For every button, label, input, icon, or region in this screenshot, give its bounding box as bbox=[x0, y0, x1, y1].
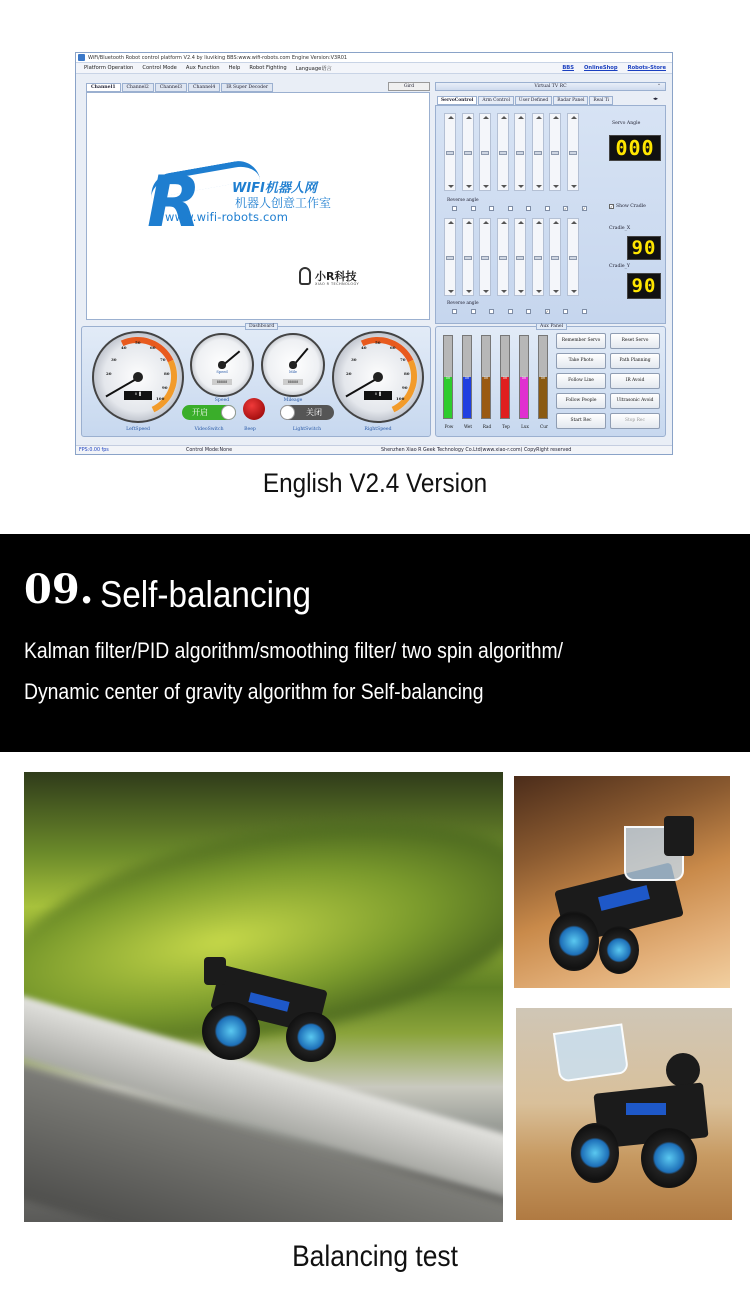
slider-thumb[interactable] bbox=[464, 151, 472, 155]
light-switch-toggle[interactable] bbox=[280, 405, 334, 420]
section-heading: Self-balancing bbox=[100, 574, 312, 615]
arrow-up-icon[interactable] bbox=[553, 221, 559, 224]
video-switch-toggle[interactable] bbox=[182, 405, 236, 420]
brand-xiaor-sub: XIAO R TECHNOLOGY bbox=[315, 282, 360, 286]
slider-thumb[interactable] bbox=[516, 151, 524, 155]
tab-ir-super-decoder[interactable]: IR Super Decoder bbox=[221, 83, 273, 92]
arrow-up-icon[interactable] bbox=[483, 116, 489, 119]
menu-control-mode[interactable]: Control Mode bbox=[142, 65, 177, 71]
reverse-checkboxes-bottom bbox=[452, 309, 600, 314]
tab-channel1[interactable]: Channel1 bbox=[86, 83, 121, 92]
robot-wheel bbox=[641, 1128, 697, 1188]
level-bar-tep bbox=[500, 335, 510, 429]
arrow-up-icon[interactable] bbox=[571, 116, 577, 119]
servo-angle-label: Servo Angle bbox=[612, 121, 641, 126]
toggle-knob bbox=[221, 405, 236, 420]
reverse-checkbox[interactable] bbox=[563, 309, 568, 314]
arrow-up-icon[interactable] bbox=[553, 116, 559, 119]
slider-thumb[interactable] bbox=[464, 256, 472, 260]
arrow-up-icon[interactable] bbox=[518, 221, 524, 224]
reverse-checkbox[interactable] bbox=[452, 309, 457, 314]
robot-board bbox=[626, 1103, 666, 1115]
robot-figure bbox=[546, 1028, 726, 1208]
slider-thumb[interactable] bbox=[569, 151, 577, 155]
brand-xiaor: 小R科技 bbox=[315, 270, 357, 283]
sensor-level-bars bbox=[443, 335, 557, 429]
arrow-down-icon[interactable] bbox=[571, 185, 577, 188]
slider-thumb[interactable] bbox=[534, 151, 542, 155]
arrow-down-icon[interactable] bbox=[501, 290, 507, 293]
gauge-tick-label: 100 bbox=[396, 396, 405, 401]
reverse-checkbox[interactable] bbox=[508, 309, 513, 314]
gauge-tick-label: 70 bbox=[400, 357, 406, 362]
level-bar-fill bbox=[444, 377, 452, 418]
level-bar-label: Pow bbox=[444, 424, 454, 429]
level-bar-label: Rad bbox=[482, 424, 492, 429]
tab-channel2[interactable]: Channel2 bbox=[122, 83, 154, 92]
tab-user-defined[interactable]: User Defined bbox=[515, 96, 552, 105]
tab-radar-panel[interactable]: Radar Panel bbox=[553, 96, 588, 105]
reset-servo-button[interactable]: Reset Servo bbox=[610, 333, 660, 349]
level-bar-value: 50 bbox=[464, 376, 470, 380]
speed-odometer: 00000 bbox=[212, 379, 231, 385]
servo-slider[interactable] bbox=[532, 113, 544, 191]
arrow-down-icon[interactable] bbox=[466, 185, 472, 188]
menu-bar bbox=[76, 63, 672, 74]
level-bar-label: Cur bbox=[540, 424, 548, 429]
path-planning-button[interactable]: Path Planning bbox=[610, 353, 660, 369]
arrow-up-icon[interactable] bbox=[536, 116, 542, 119]
arrow-up-icon[interactable] bbox=[466, 116, 472, 119]
arrow-down-icon[interactable] bbox=[448, 185, 454, 188]
menu-robot-fighting[interactable]: Robot Fighting bbox=[249, 65, 287, 71]
gauge-tick-label: 90 bbox=[162, 385, 168, 390]
light-switch-state: 关闭 bbox=[306, 408, 322, 417]
servo-slider[interactable] bbox=[549, 113, 561, 191]
slider-thumb[interactable] bbox=[551, 151, 559, 155]
slider-thumb[interactable] bbox=[446, 151, 454, 155]
logo-r-mark: R bbox=[147, 161, 197, 243]
version-caption: English V2.4 Version bbox=[262, 468, 488, 498]
follow-line-button[interactable]: Follow Line bbox=[556, 373, 606, 389]
servo-slider[interactable] bbox=[532, 218, 544, 296]
reverse-checkbox[interactable] bbox=[582, 309, 587, 314]
section-description-line1: Kalman filter/PID algorithm/smoothing filter/ two spin algorithm/ bbox=[24, 638, 564, 663]
balancing-robot-photo-cup bbox=[514, 776, 730, 988]
virtual-tv-rc-header[interactable] bbox=[435, 82, 666, 91]
slider-thumb[interactable] bbox=[481, 151, 489, 155]
level-bar-fill bbox=[539, 377, 547, 418]
logo-url: www.wifi-robots.com bbox=[165, 210, 289, 224]
show-cradle-checkbox[interactable] bbox=[609, 204, 646, 209]
slider-thumb[interactable] bbox=[516, 256, 524, 260]
gauge-hub bbox=[289, 361, 296, 368]
gauge-odometer: 0 ▓ bbox=[364, 391, 392, 400]
servo-angle-display: 000 bbox=[609, 135, 661, 161]
take-photo-button[interactable]: Take Photo bbox=[556, 353, 606, 369]
slider-thumb[interactable] bbox=[481, 256, 489, 260]
gauge-tick-label: 30 bbox=[111, 357, 117, 362]
gauge-tick-label: 40 bbox=[121, 345, 127, 350]
right-speed-gauge bbox=[332, 331, 424, 423]
gird-button[interactable]: Gird bbox=[388, 82, 430, 91]
aux-panel-title: Aux Panel bbox=[536, 323, 567, 330]
reverse-checkbox[interactable] bbox=[489, 206, 494, 211]
reverse-angle-label: Reverse angle bbox=[447, 198, 479, 203]
reverse-checkbox[interactable]: ✓ bbox=[545, 309, 549, 314]
arrow-up-icon[interactable] bbox=[466, 221, 472, 224]
follow-people-button[interactable]: Follow People bbox=[556, 393, 606, 409]
chevron-double-up-icon[interactable]: ⌃ bbox=[657, 84, 661, 89]
servo-sliders-bottom bbox=[444, 218, 584, 296]
toggle-knob bbox=[280, 405, 295, 420]
show-cradle-label: Show Cradle bbox=[616, 204, 646, 209]
section-number: 09. bbox=[24, 566, 94, 613]
left-speed-label: LeftSpeed bbox=[126, 427, 150, 432]
menu-language[interactable]: Language语言 bbox=[295, 65, 332, 72]
level-bar-rad bbox=[481, 335, 492, 429]
fps-status: FPS:0.00 fps bbox=[79, 447, 109, 453]
robot-figure bbox=[544, 816, 724, 976]
left-speed-gauge bbox=[92, 331, 184, 423]
servo-slider[interactable] bbox=[514, 218, 526, 296]
cradle-y-label: Cradle_Y bbox=[609, 264, 630, 269]
gauge-tick-label: 60 bbox=[390, 345, 396, 350]
app-icon bbox=[78, 54, 85, 61]
arrow-down-icon[interactable] bbox=[536, 185, 542, 188]
arrow-up-icon[interactable] bbox=[501, 221, 507, 224]
control-mode-status: Control Mode:None bbox=[186, 447, 233, 453]
robot-wheel bbox=[286, 1012, 336, 1062]
slider-thumb[interactable] bbox=[499, 256, 507, 260]
reverse-checkbox[interactable] bbox=[545, 206, 550, 211]
mileage-gauge bbox=[261, 333, 325, 397]
menu-aux-function[interactable]: Aux Function bbox=[185, 65, 220, 71]
logo-subtitle: 机器人创意工作室 bbox=[235, 196, 332, 210]
arrow-up-icon[interactable] bbox=[448, 116, 454, 119]
cradle-y-display: 90 bbox=[627, 273, 661, 299]
aux-panel bbox=[435, 326, 666, 437]
copyright-status: Shenzhen Xiao R Geek Technology Co.Ltd(www.xiao-r.com) CopyRight reserved bbox=[381, 447, 572, 453]
servo-slider[interactable] bbox=[462, 218, 474, 296]
gauge-tick-label: 100 bbox=[156, 396, 165, 401]
balancing-robot-photo-outdoor bbox=[24, 772, 503, 1222]
video-tabs bbox=[86, 83, 274, 92]
servo-slider[interactable] bbox=[444, 218, 456, 296]
video-switch-label: VideoSwitch bbox=[194, 427, 224, 432]
right-tabs bbox=[437, 96, 614, 105]
water-cup bbox=[553, 1023, 629, 1082]
reverse-checkboxes-top bbox=[452, 206, 600, 211]
reverse-checkbox[interactable]: ✓ bbox=[564, 206, 568, 211]
tab-servo-control[interactable]: ServoControl bbox=[437, 96, 477, 105]
arrow-down-icon[interactable] bbox=[448, 290, 454, 293]
tab-scroll-arrows-icon[interactable]: ◂▸ bbox=[653, 96, 659, 102]
level-bar-value: 50 bbox=[445, 376, 451, 380]
servo-slider[interactable] bbox=[567, 113, 579, 191]
ultrasonic-avoid-button[interactable]: Ultrasonic Avoid bbox=[610, 393, 660, 409]
virtual-tv-rc-label: Virtual TV RC bbox=[534, 84, 567, 89]
cradle-x-label: Cradle_X bbox=[609, 226, 631, 231]
slider-thumb[interactable] bbox=[551, 256, 559, 260]
robot-camera bbox=[664, 816, 694, 856]
robot-control-window bbox=[75, 52, 673, 455]
slider-thumb[interactable] bbox=[446, 256, 454, 260]
section-description-line2: Dynamic center of gravity algorithm for Self-balancing bbox=[24, 679, 484, 704]
mileage-label: Mileage bbox=[283, 398, 303, 403]
beep-label: Beep bbox=[244, 427, 256, 432]
remember-servo-button[interactable]: Remember Servo bbox=[556, 333, 606, 349]
level-bar-value: 50 bbox=[521, 376, 527, 380]
tab-real-ti[interactable]: Real Ti bbox=[589, 96, 613, 105]
level-bar-label: Wet bbox=[463, 424, 473, 429]
servo-sliders-top bbox=[444, 113, 584, 191]
menu-platform-operation[interactable]: Platform Operation bbox=[84, 65, 134, 71]
arrow-down-icon[interactable] bbox=[518, 185, 524, 188]
speed-gauge bbox=[190, 333, 254, 397]
reverse-checkbox[interactable] bbox=[452, 206, 457, 211]
logo-title: WIFI机器人网 bbox=[232, 181, 317, 196]
level-bar-fill bbox=[520, 377, 528, 418]
tab-channel3[interactable]: Channel3 bbox=[155, 83, 187, 92]
servo-slider[interactable] bbox=[479, 113, 491, 191]
arrow-down-icon[interactable] bbox=[483, 185, 489, 188]
checkbox-checked-icon[interactable]: ✓ bbox=[610, 204, 614, 209]
level-bar-value: 50 bbox=[502, 376, 508, 380]
arrow-down-icon[interactable] bbox=[501, 185, 507, 188]
level-bar-label: Tep bbox=[502, 424, 510, 429]
robot-figure bbox=[194, 957, 344, 1067]
robot-wheel bbox=[599, 926, 639, 974]
robot-icon bbox=[299, 267, 311, 285]
slider-thumb[interactable] bbox=[499, 151, 507, 155]
arrow-down-icon[interactable] bbox=[466, 290, 472, 293]
arrow-down-icon[interactable] bbox=[518, 290, 524, 293]
level-bar-value: 50 bbox=[540, 376, 546, 380]
slider-thumb[interactable] bbox=[534, 256, 542, 260]
reverse-checkbox[interactable] bbox=[489, 309, 494, 314]
level-bar-cur bbox=[538, 335, 548, 429]
robot-wheel bbox=[571, 1123, 619, 1183]
tab-arm-control[interactable]: Arm Control bbox=[478, 96, 514, 105]
link-onlineshop[interactable]: OnlineShop bbox=[584, 65, 618, 71]
level-bar-wet bbox=[462, 335, 473, 429]
reverse-checkbox[interactable] bbox=[471, 206, 476, 211]
servo-slider[interactable] bbox=[549, 218, 561, 296]
window-title: WiFi/Bluetooth Robot control platform V2.4 by liuviking BBS:www.wifi-robots.com Engine Version:V3R01 bbox=[88, 54, 348, 61]
start-rec-button[interactable]: Start Rec bbox=[556, 413, 606, 429]
status-bar bbox=[76, 445, 672, 454]
level-bar-value: 50 bbox=[483, 376, 489, 380]
feature-banner bbox=[0, 534, 750, 752]
cradle-x-display: 90 bbox=[627, 236, 661, 260]
gauge-tick-label: 70 bbox=[160, 357, 166, 362]
robot-wheel bbox=[202, 1002, 260, 1060]
beep-button[interactable] bbox=[243, 398, 265, 420]
balancing-test-caption: Balancing test bbox=[292, 1240, 458, 1273]
robot-camera bbox=[204, 957, 226, 985]
gauge-tick-label: 50 bbox=[375, 340, 381, 345]
arrow-up-icon[interactable] bbox=[571, 221, 577, 224]
balancing-robot-photo-table bbox=[516, 1008, 732, 1220]
gauge-tick-label: 80 bbox=[404, 371, 410, 376]
gauge-tick-label: 40 bbox=[361, 345, 367, 350]
mileage-odometer: 00000 bbox=[283, 379, 302, 385]
slider-thumb[interactable] bbox=[569, 256, 577, 260]
window-titlebar bbox=[76, 53, 672, 63]
level-bar-label: Lux bbox=[521, 424, 529, 429]
speed-label: Speed bbox=[214, 398, 230, 403]
arrow-down-icon[interactable] bbox=[483, 290, 489, 293]
arrow-up-icon[interactable] bbox=[448, 221, 454, 224]
servo-slider[interactable] bbox=[462, 113, 474, 191]
gauge-tick-label: 50 bbox=[135, 340, 141, 345]
gauge-tick-label: 20 bbox=[106, 371, 112, 376]
reverse-angle-label-2: Reverse angle bbox=[447, 301, 479, 306]
right-speed-label: RightSpeed bbox=[364, 427, 392, 432]
video-switch-state: 开启 bbox=[192, 408, 208, 417]
servo-slider[interactable] bbox=[479, 218, 491, 296]
level-bar-fill bbox=[501, 377, 509, 418]
stop-rec-button[interactable]: Stop Rec bbox=[610, 413, 660, 429]
servo-slider[interactable] bbox=[497, 113, 509, 191]
gauge-odometer: 0 ▓ bbox=[124, 391, 152, 400]
arrow-up-icon[interactable] bbox=[483, 221, 489, 224]
arrow-down-icon[interactable] bbox=[571, 290, 577, 293]
arrow-up-icon[interactable] bbox=[536, 221, 542, 224]
link-bbs[interactable]: BBS bbox=[562, 65, 574, 71]
gauge-tick-label: 20 bbox=[346, 371, 352, 376]
level-bar-pow bbox=[443, 335, 454, 429]
dashboard-title: Dashboard bbox=[245, 323, 278, 330]
servo-slider[interactable] bbox=[497, 218, 509, 296]
gauge-tick-label: 30 bbox=[351, 357, 357, 362]
gauge-hub bbox=[218, 361, 225, 368]
level-bar-lux bbox=[519, 335, 529, 429]
arrow-up-icon[interactable] bbox=[501, 116, 507, 119]
arrow-up-icon[interactable] bbox=[518, 116, 524, 119]
menu-help[interactable]: Help bbox=[228, 65, 241, 71]
reverse-checkbox[interactable] bbox=[508, 206, 513, 211]
mile-gauge-name: Mile bbox=[288, 369, 298, 374]
ir-avoid-button[interactable]: IR Avoid bbox=[610, 373, 660, 389]
level-bar-fill bbox=[463, 377, 471, 418]
video-view bbox=[86, 92, 430, 320]
reverse-checkbox[interactable] bbox=[471, 309, 476, 314]
reverse-checkbox[interactable] bbox=[526, 309, 531, 314]
tab-channel4[interactable]: Channel4 bbox=[188, 83, 220, 92]
gauge-tick-label: 90 bbox=[402, 385, 408, 390]
speed-gauge-name: Speed bbox=[216, 369, 228, 374]
light-switch-label: LightSwitch bbox=[292, 427, 322, 432]
arrow-down-icon[interactable] bbox=[536, 290, 542, 293]
servo-slider[interactable] bbox=[444, 113, 456, 191]
servo-slider[interactable] bbox=[514, 113, 526, 191]
gauge-tick-label: 80 bbox=[164, 371, 170, 376]
arrow-down-icon[interactable] bbox=[553, 185, 559, 188]
level-bar-fill bbox=[482, 377, 490, 418]
robot-wheel bbox=[549, 911, 599, 971]
robot-camera bbox=[666, 1053, 700, 1087]
servo-slider[interactable] bbox=[567, 218, 579, 296]
dashboard-panel bbox=[81, 326, 431, 437]
gauge-tick-label: 60 bbox=[150, 345, 156, 350]
arrow-down-icon[interactable] bbox=[553, 290, 559, 293]
reverse-checkbox[interactable] bbox=[526, 206, 531, 211]
reverse-checkbox[interactable]: ✓ bbox=[582, 206, 586, 211]
link-robots-store[interactable]: Robots-Store bbox=[627, 65, 666, 71]
